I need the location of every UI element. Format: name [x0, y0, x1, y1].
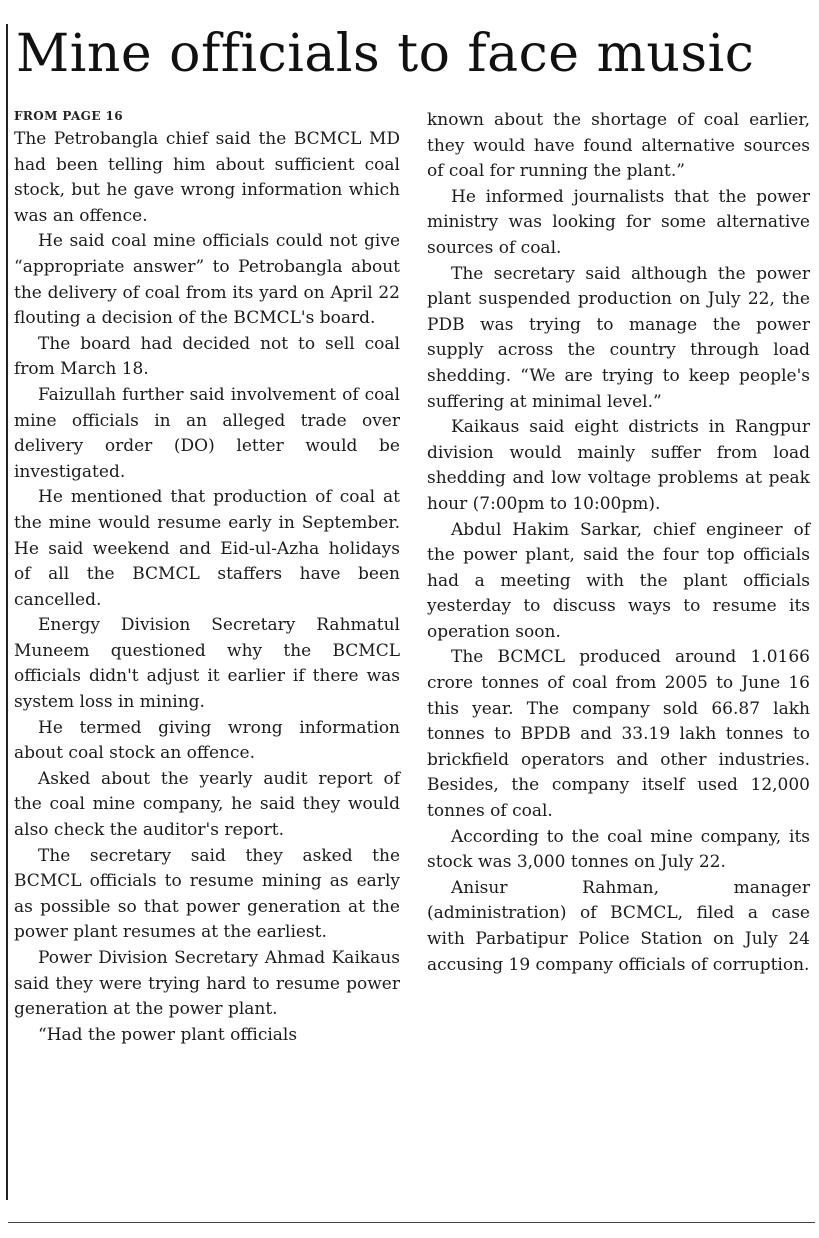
article-paragraph: Energy Division Secretary Rahmatul Muneem questioned why the BCMCL officials didn't adjust it earlier if there was system loss in mining. — [14, 615, 400, 713]
article-paragraph: “Had the power plant officials — [38, 1024, 298, 1045]
article-paragraph: Asked about the yearly audit report of the coal mine company, he said they would also check the auditor's report. — [14, 768, 400, 841]
bottom-rule — [8, 1222, 815, 1223]
article-paragraph: The secretary said although the power plant suspended production on July 22, the PDB was trying to manage the power supply across the country through load shedding. “We are trying to keep people's suffering at minimal level.” — [427, 263, 810, 412]
headline: Mine officials to face music — [16, 24, 755, 84]
article-paragraph: Power Division Secretary Ahmad Kaikaus said they were trying hard to resume power generation at the power plant. — [14, 948, 400, 1020]
article-paragraph: The board had decided not to sell coal from March 18. — [14, 333, 400, 380]
article-column-left — [14, 108, 400, 1048]
article-paragraph: The Petrobangla chief said the BCMCL MD had been telling him about sufficient coal stock, but he gave wrong information which was an offence. — [14, 129, 400, 226]
left-column-rule — [6, 24, 8, 1200]
article-paragraph: The secretary said they asked the BCMCL officials to resume mining as early as possible so that power generation at the power plant resumes at the earliest. — [14, 845, 400, 943]
article-paragraph: He termed giving wrong information about coal stock an offence. — [14, 717, 400, 764]
article-paragraph: Faizullah further said involvement of coal mine officials in an alleged trade over delivery order (DO) letter would be investigated. — [14, 384, 400, 482]
article-paragraph: He said coal mine officials could not give “appropriate answer” to Petrobangla about the delivery of coal from its yard on April 22 flouting a decision of the BCMCL's board. — [14, 231, 400, 329]
article-paragraph: known about the shortage of coal earlier, they would have found alternative sources of coal for running the plant.” — [427, 110, 810, 182]
article-paragraph: He mentioned that production of coal at the mine would resume early in September. He said weekend and Eid-ul-Azha holidays of all the BCMCL staffers have been cancelled. — [14, 487, 400, 610]
article-paragraph: Abdul Hakim Sarkar, chief engineer of the power plant, said the four top officials had a meeting with the plant officials yesterday to discuss ways to resume its operation soon. — [427, 519, 810, 642]
article-paragraph: Kaikaus said eight districts in Rangpur division would mainly suffer from load shedding and low voltage problems at peak hour (7:00pm to 10:00pm). — [427, 417, 810, 514]
article-paragraph: The BCMCL produced around 1.0166 crore tonnes of coal from 2005 to June 16 this year. The company sold 66.87 lakh tonnes to BPDB and 33.19 lakh tonnes to brickfield operators and other industries. Besides, the company itself used 12,000 tonnes of coal. — [427, 647, 810, 822]
article-paragraph: According to the coal mine company, its stock was 3,000 tonnes on July 22. — [427, 826, 810, 873]
from-page-kicker: FROM PAGE 16 — [14, 109, 123, 123]
article-paragraph: Anisur Rahman, manager (administration) of BCMCL, filed a case with Parbatipur Police Station on July 24 accusing 19 company officials of corruption. — [427, 877, 810, 975]
article-paragraph: He informed journalists that the power ministry was looking for some alternative sources of coal. — [427, 186, 810, 258]
article-column-right — [427, 108, 810, 978]
